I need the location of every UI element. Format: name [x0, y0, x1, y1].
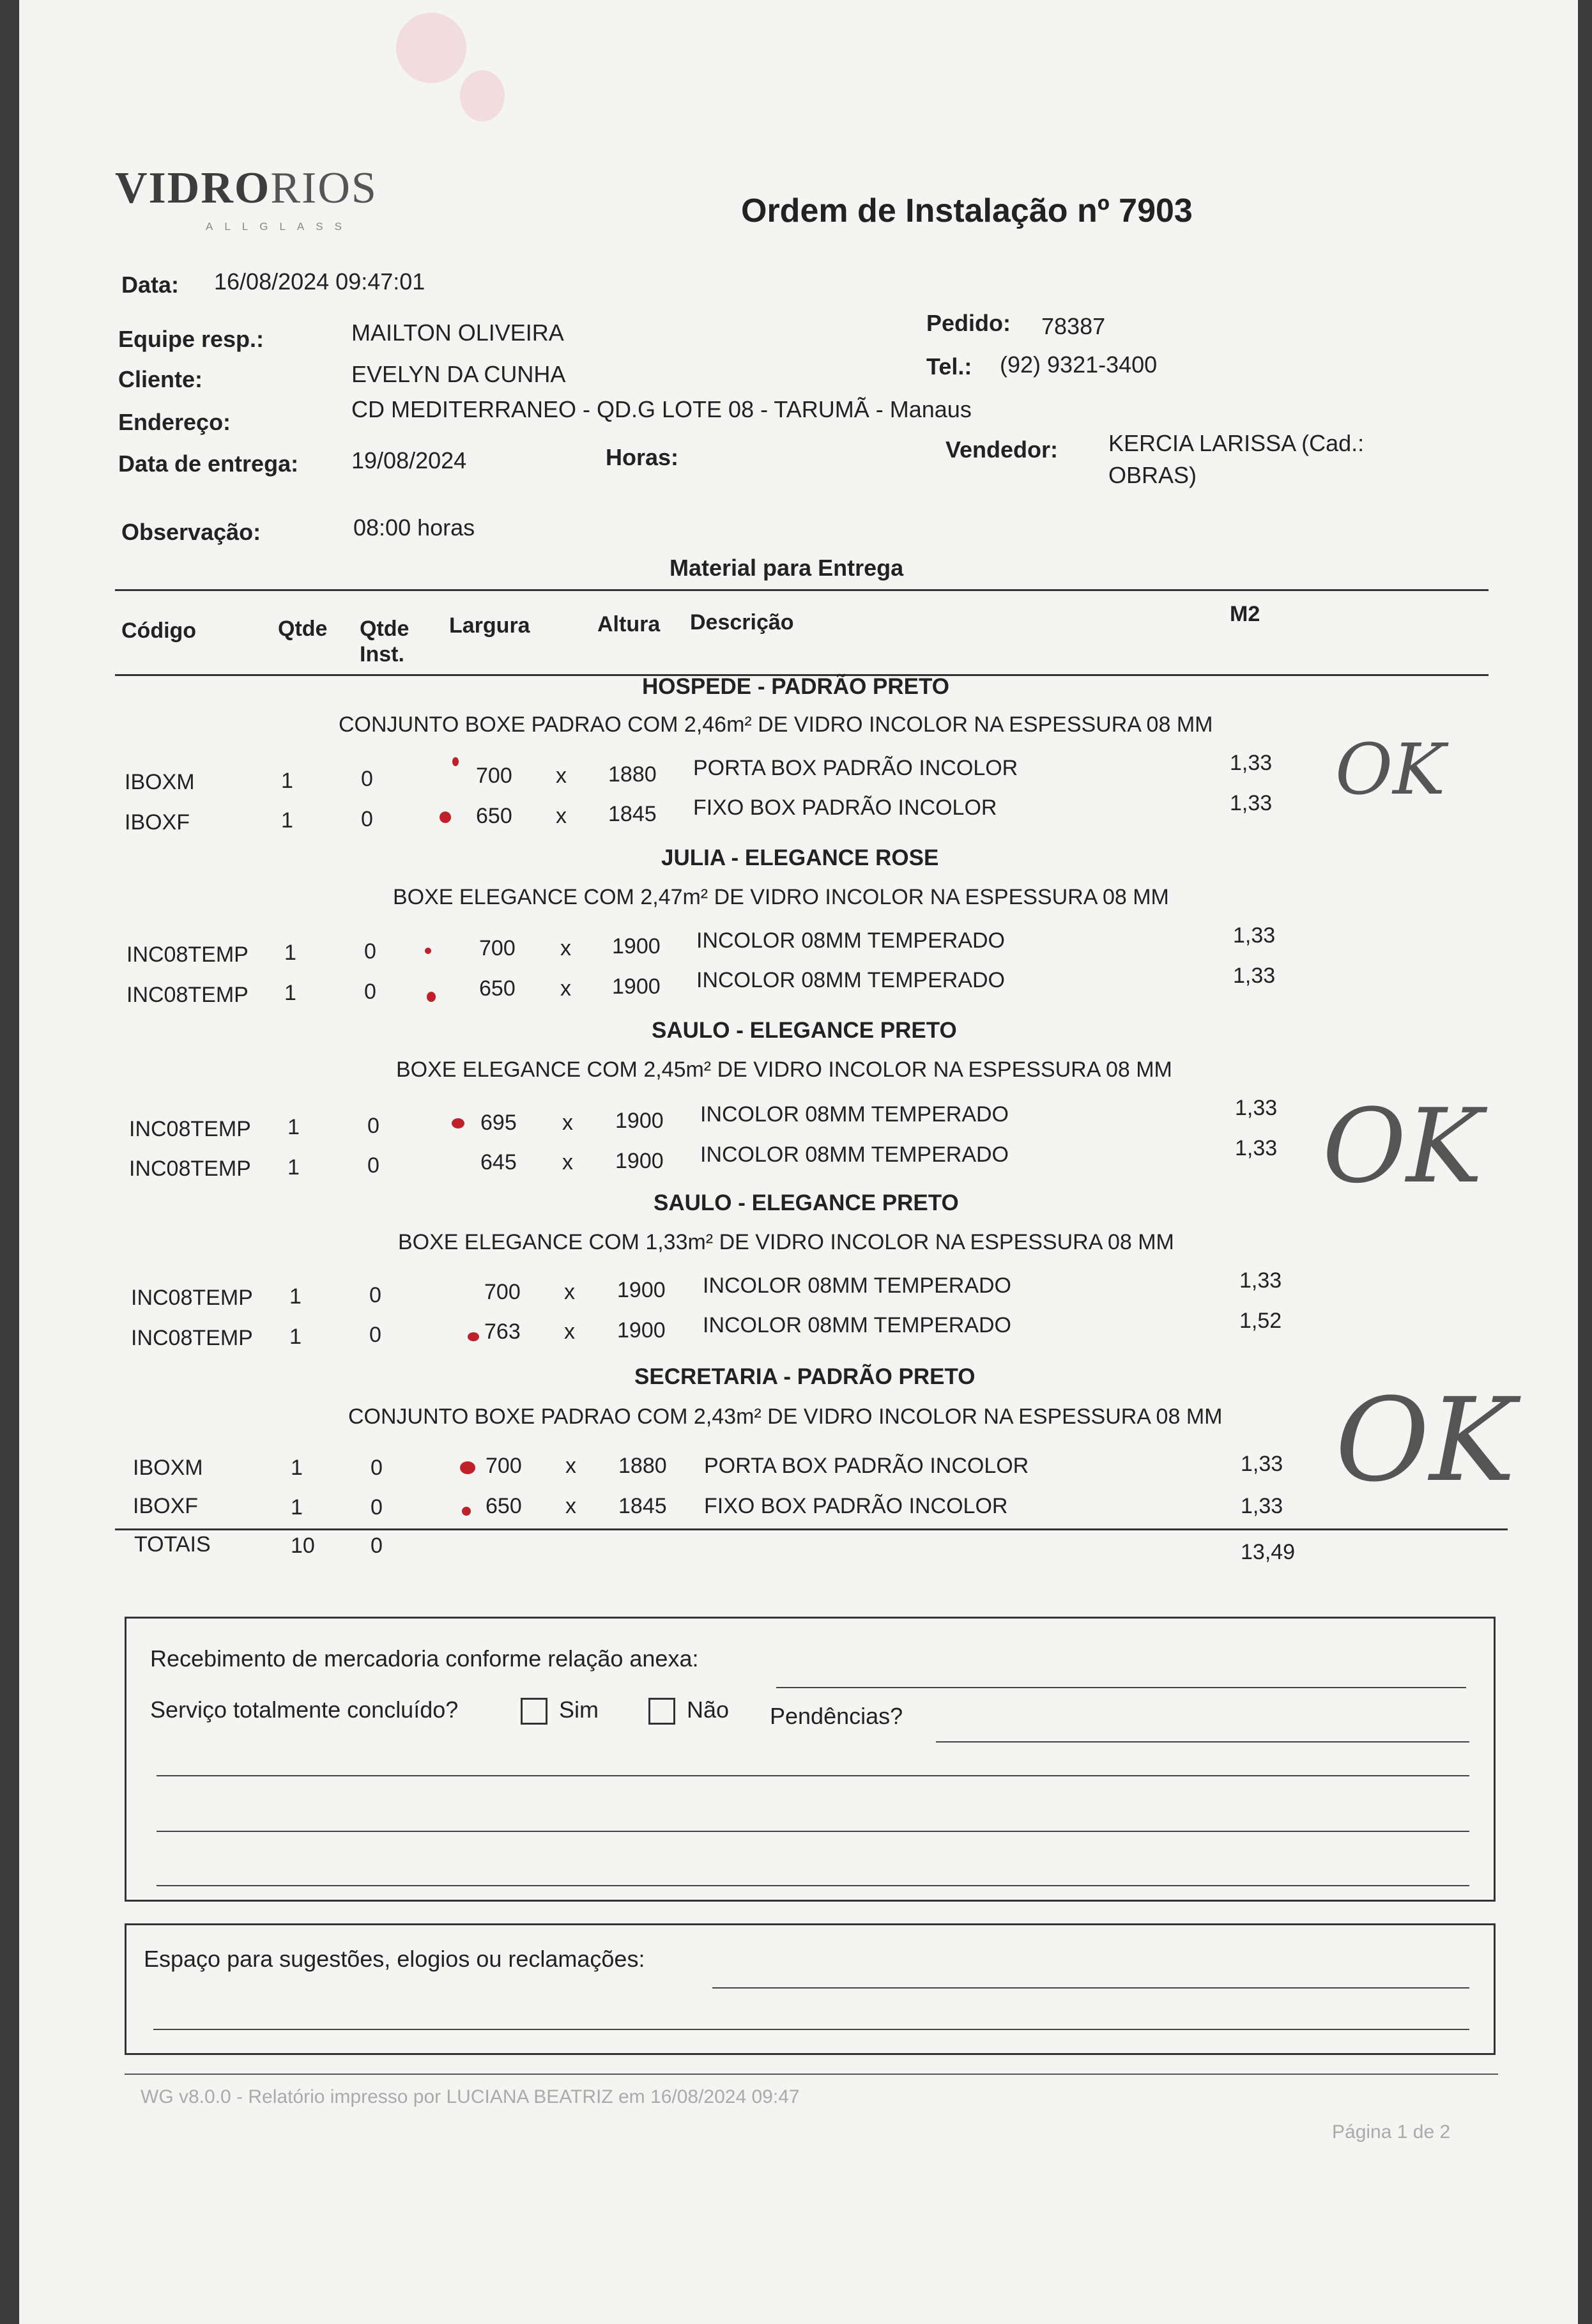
seller-label: Vendedor:: [945, 436, 1059, 463]
cell-times: x: [564, 1280, 575, 1304]
order-label: Pedido:: [926, 310, 1011, 336]
cell-qty-inst: 0: [369, 1283, 381, 1307]
client-value: EVELYN DA CUNHA: [351, 361, 566, 387]
red-mark: [440, 812, 451, 823]
suggestions-line[interactable]: [712, 1987, 1469, 1989]
cell-width: 700: [479, 936, 516, 960]
date-value: 16/08/2024 09:47:01: [214, 268, 425, 295]
cell-description: INCOLOR 08MM TEMPERADO: [703, 1313, 1012, 1337]
receipt-label: Recebimento de mercadoria conforme relação anexa:: [150, 1645, 699, 1672]
cell-height: 1900: [617, 1318, 666, 1343]
col-header-qty-inst-2: Inst.: [360, 642, 404, 666]
cell-qty-inst: 0: [367, 1114, 379, 1138]
red-mark: [460, 1461, 475, 1474]
totals-qty-inst: 0: [371, 1534, 383, 1558]
group-description: BOXE ELEGANCE COM 1,33m² DE VIDRO INCOLOR NA ESPESSURA 08 MM: [398, 1230, 1174, 1254]
cell-description: INCOLOR 08MM TEMPERADO: [700, 1143, 1009, 1167]
company-logo: VIDRORIOS: [115, 164, 378, 213]
totals-rule: [115, 1528, 1508, 1530]
cell-height: 1900: [612, 974, 661, 999]
cell-m2: 1,33: [1241, 1452, 1283, 1476]
cell-qty-inst: 0: [369, 1323, 381, 1347]
col-header-code: Código: [121, 619, 197, 643]
group-title: SAULO - ELEGANCE PRETO: [654, 1190, 959, 1215]
cell-times: x: [560, 936, 571, 960]
printed-by-footer: WG v8.0.0 - Relatório impresso por LUCIANA BEATRIZ em 16/08/2024 09:47: [141, 2086, 800, 2107]
cell-times: x: [560, 976, 571, 1001]
cell-qty: 1: [281, 769, 293, 793]
delivery-date-label: Data de entrega:: [118, 450, 299, 477]
red-mark: [427, 992, 436, 1002]
cell-times: x: [565, 1454, 576, 1478]
cell-description: INCOLOR 08MM TEMPERADO: [696, 968, 1006, 992]
seller-value-line1: KERCIA LARISSA (Cad.:: [1108, 430, 1365, 456]
suggestions-line[interactable]: [153, 2029, 1469, 2030]
cell-code: IBOXM: [133, 1456, 203, 1480]
red-mark: [462, 1507, 471, 1516]
seller-value-line2: OBRAS): [1108, 462, 1197, 488]
cell-code: INC08TEMP: [126, 943, 249, 967]
order-value: 78387: [1041, 313, 1106, 339]
cell-qty-inst: 0: [371, 1456, 383, 1480]
pending-line[interactable]: [936, 1741, 1469, 1743]
address-value: CD MEDITERRANEO - QD.G LOTE 08 - TARUMÃ - Manaus: [351, 396, 972, 422]
section-title: Material para Entrega: [670, 555, 904, 581]
stain-mark: [396, 13, 466, 83]
cell-qty: 1: [291, 1495, 303, 1520]
group-description: BOXE ELEGANCE COM 2,47m² DE VIDRO INCOLOR NA ESPESSURA 08 MM: [393, 885, 1169, 909]
cell-qty: 1: [287, 1155, 300, 1180]
col-header-description: Descrição: [690, 610, 794, 635]
cell-m2: 1,33: [1239, 1268, 1282, 1293]
team-value: MAILTON OLIVEIRA: [351, 319, 564, 346]
cell-code: INC08TEMP: [129, 1117, 251, 1141]
cell-m2: 1,33: [1233, 964, 1276, 988]
pending-line[interactable]: [157, 1775, 1469, 1776]
pending-line[interactable]: [157, 1885, 1469, 1886]
cell-m2: 1,33: [1235, 1096, 1278, 1120]
cell-m2: 1,33: [1235, 1136, 1278, 1160]
cell-description: FIXO BOX PADRÃO INCOLOR: [704, 1494, 1008, 1518]
handwritten-ok: OK: [1322, 1086, 1483, 1206]
suggestions-label: Espaço para sugestões, elogios ou reclamações:: [144, 1946, 645, 1972]
stain-mark: [460, 70, 505, 121]
team-label: Equipe resp.:: [118, 326, 264, 352]
col-header-qty-inst: Qtde: [360, 617, 409, 641]
cell-times: x: [565, 1494, 576, 1518]
cell-width: 650: [479, 976, 516, 1001]
cell-width: 763: [484, 1320, 521, 1344]
cell-times: x: [556, 804, 567, 828]
cell-qty: 1: [291, 1456, 303, 1480]
checkbox-no[interactable]: [648, 1698, 675, 1725]
cell-width: 695: [480, 1111, 517, 1135]
cell-qty-inst: 0: [361, 767, 373, 791]
red-mark: [452, 757, 459, 766]
option-no[interactable]: Não: [648, 1697, 729, 1725]
red-mark: [468, 1332, 479, 1341]
phone-label: Tel.:: [926, 353, 972, 380]
cell-width: 650: [476, 804, 512, 828]
cell-width: 700: [484, 1280, 521, 1304]
cell-m2: 1,52: [1239, 1309, 1282, 1333]
cell-description: INCOLOR 08MM TEMPERADO: [700, 1102, 1009, 1127]
totals-m2: 13,49: [1241, 1540, 1296, 1564]
cell-times: x: [562, 1111, 573, 1135]
table-top-rule: [115, 589, 1489, 591]
company-logo-subtitle: ALLGLASS: [206, 220, 353, 233]
page-title: Ordem de Instalação nº 7903: [741, 192, 1193, 229]
cell-m2: 1,33: [1233, 923, 1276, 948]
cell-description: PORTA BOX PADRÃO INCOLOR: [704, 1454, 1029, 1478]
red-mark: [425, 948, 431, 954]
totals-label: TOTAIS: [134, 1532, 211, 1557]
cell-height: 1880: [608, 762, 657, 787]
cell-qty-inst: 0: [371, 1495, 383, 1520]
cell-times: x: [562, 1150, 573, 1174]
date-label: Data:: [121, 272, 180, 298]
red-mark: [452, 1118, 464, 1128]
group-description: CONJUNTO BOXE PADRAO COM 2,43m² DE VIDRO INCOLOR NA ESPESSURA 08 MM: [348, 1404, 1223, 1429]
cell-height: 1880: [618, 1454, 667, 1478]
group-description: CONJUNTO BOXE PADRAO COM 2,46m² DE VIDRO INCOLOR NA ESPESSURA 08 MM: [339, 712, 1213, 737]
suggestions-box: [125, 1923, 1496, 2055]
cell-qty-inst: 0: [367, 1153, 379, 1178]
cell-height: 1900: [615, 1109, 664, 1133]
footer-rule: [125, 2074, 1498, 2075]
cell-code: INC08TEMP: [131, 1326, 253, 1350]
group-title: JULIA - ELEGANCE ROSE: [661, 845, 939, 870]
observation-value: 08:00 horas: [353, 514, 475, 541]
document-page: [19, 0, 1578, 2324]
group-description: BOXE ELEGANCE COM 2,45m² DE VIDRO INCOLOR NA ESPESSURA 08 MM: [396, 1058, 1172, 1082]
cell-m2: 1,33: [1230, 791, 1273, 815]
handwritten-ok: OK: [1335, 728, 1446, 810]
service-completed-label: Serviço totalmente concluído?: [150, 1697, 459, 1723]
cell-qty: 1: [287, 1115, 300, 1139]
delivery-date-value: 19/08/2024: [351, 447, 467, 473]
cell-height: 1900: [615, 1149, 664, 1173]
address-label: Endereço:: [118, 409, 231, 435]
checkbox-yes[interactable]: [521, 1698, 547, 1725]
cell-description: FIXO BOX PADRÃO INCOLOR: [693, 796, 997, 820]
cell-description: PORTA BOX PADRÃO INCOLOR: [693, 756, 1018, 780]
col-header-width: Largura: [449, 613, 530, 638]
observation-label: Observação:: [121, 519, 261, 545]
client-label: Cliente:: [118, 366, 203, 392]
cell-m2: 1,33: [1241, 1494, 1283, 1518]
group-title: SECRETARIA - PADRÃO PRETO: [634, 1364, 976, 1389]
receipt-signature-line[interactable]: [776, 1687, 1466, 1688]
cell-height: 1845: [608, 802, 657, 826]
cell-width: 650: [486, 1494, 522, 1518]
pending-line[interactable]: [157, 1831, 1469, 1832]
cell-width: 645: [480, 1150, 517, 1174]
col-header-height: Altura: [597, 612, 661, 636]
cell-height: 1900: [612, 934, 661, 958]
phone-value: (92) 9321-3400: [1000, 351, 1158, 378]
cell-code: IBOXM: [125, 770, 195, 794]
col-header-qty: Qtde: [278, 617, 328, 641]
cell-code: IBOXF: [125, 810, 190, 835]
page-number: Página 1 de 2: [1332, 2121, 1451, 2143]
cell-qty-inst: 0: [361, 807, 373, 831]
group-title: HOSPEDE - PADRÃO PRETO: [642, 674, 949, 699]
cell-width: 700: [486, 1454, 522, 1478]
cell-times: x: [556, 764, 567, 788]
cell-qty-inst: 0: [364, 980, 376, 1004]
cell-code: INC08TEMP: [131, 1286, 253, 1310]
totals-qty: 10: [291, 1534, 315, 1558]
cell-qty-inst: 0: [364, 939, 376, 964]
cell-m2: 1,33: [1230, 751, 1273, 775]
cell-code: INC08TEMP: [129, 1157, 251, 1181]
cell-qty: 1: [281, 808, 293, 833]
cell-height: 1900: [617, 1278, 666, 1302]
cell-description: INCOLOR 08MM TEMPERADO: [696, 928, 1006, 953]
cell-description: INCOLOR 08MM TEMPERADO: [703, 1274, 1012, 1298]
cell-qty: 1: [289, 1284, 302, 1309]
cell-code: INC08TEMP: [126, 983, 249, 1007]
cell-height: 1845: [618, 1494, 667, 1518]
group-title: SAULO - ELEGANCE PRETO: [652, 1018, 957, 1043]
cell-width: 700: [476, 764, 512, 788]
option-yes[interactable]: Sim: [521, 1697, 599, 1725]
cell-times: x: [564, 1320, 575, 1344]
cell-qty: 1: [284, 941, 296, 965]
handwritten-ok: OK: [1335, 1374, 1516, 1507]
pending-label: Pendências?: [770, 1703, 903, 1729]
cell-qty: 1: [284, 981, 296, 1005]
cell-code: IBOXF: [133, 1494, 199, 1518]
col-header-m2: M2: [1230, 602, 1260, 626]
cell-qty: 1: [289, 1325, 302, 1349]
hours-label: Horas:: [606, 444, 679, 470]
